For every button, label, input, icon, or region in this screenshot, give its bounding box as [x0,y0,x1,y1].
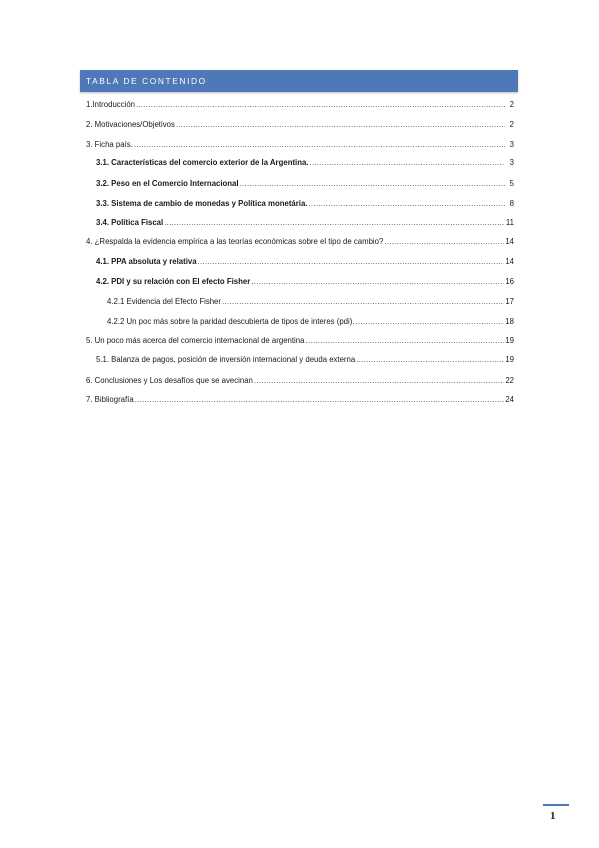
dot-leader [134,140,505,150]
toc-entry-page: 19 [505,355,514,364]
dot-leader [164,218,505,228]
dot-leader [305,336,504,346]
toc-entry[interactable] [96,218,514,228]
toc-entry-page: 17 [505,297,514,306]
toc-entry-title: Ficha país. [94,140,133,149]
dot-leader [136,100,505,110]
dot-leader [135,395,505,405]
toc-entry-title: PPA absoluta y relativa [111,257,197,266]
toc-entry-page: 16 [505,277,514,286]
dot-leader [176,120,505,130]
toc-entry-number: 5. [86,336,95,345]
toc-entry-number: 3.1. [96,158,112,167]
toc-entry-number: 4. [86,237,95,246]
toc-entry-number: 4.2.2 [107,317,127,326]
toc-entry[interactable] [86,395,514,405]
toc-entry[interactable] [86,237,514,247]
toc-entry[interactable] [96,277,514,287]
toc-entry[interactable] [96,257,514,267]
dot-leader [240,179,505,189]
toc-entry-title: Características del comercio exterior de la Argentina. [111,158,309,167]
toc-entry[interactable] [96,158,514,168]
toc-entry-title: Conclusiones y Los desafíos que se avecinan [94,376,253,385]
toc-entry[interactable] [96,199,514,209]
dot-leader [356,355,504,365]
toc-entry-page: 5 [509,179,514,188]
toc-entry-page: 3 [509,140,514,149]
dot-leader [355,317,504,327]
toc-entry-number: 6. [86,376,95,385]
toc-entry[interactable] [86,120,514,130]
toc-entry-title: Motivaciones/Objetivos [94,120,175,129]
dot-leader [310,158,506,168]
toc-entry-number: 4.1. [96,257,112,266]
toc-entry-title: Evidencia del Efecto Fisher [126,297,221,306]
toc-entry-title: Política Fiscal [111,218,164,227]
toc-entry-page: 24 [505,395,514,404]
dot-leader [251,277,504,287]
toc-entry-page: 2 [509,120,514,129]
toc-entry[interactable] [96,355,514,365]
toc-heading: TABLA DE CONTENIDO [86,76,207,86]
toc-entry-number: 4.2.1 [107,297,127,306]
toc-entry-title: Bibliografía [94,395,134,404]
dot-leader [308,199,505,209]
toc-entry-number: 2. [86,120,95,129]
toc-entry-title: Sistema de cambio de monedas y Política monetária. [111,199,308,208]
toc-entry-title: Un poco más acerca del comercio internacional de argentina [94,336,305,345]
toc-entry-title: Balanza de pagos, posición de inversión internacional y deuda externa [111,355,356,364]
dot-leader [222,297,504,307]
dot-leader [384,237,504,247]
toc-entry-page: 8 [509,199,514,208]
toc-entry-number: 7. [86,395,95,404]
toc-entry-page: 11 [505,218,514,227]
toc-entry-title: Peso en el Comercio Internacional [111,179,239,188]
toc-entry[interactable] [86,336,514,346]
toc-entry-number: 3.4. [96,218,112,227]
toc-entry[interactable] [107,317,514,327]
toc-entry-page: 14 [505,257,514,266]
dot-leader [254,376,504,386]
page-number: 1 [550,810,556,822]
toc-entry-number: 3.2. [96,179,112,188]
toc-entry-page: 3 [509,158,514,167]
toc-entry-page: 19 [505,336,514,345]
toc-entry-page: 2 [509,100,514,109]
toc-entry-number: 3. [86,140,95,149]
toc-entry-title: Un poc más sobre la paridad descubierta de tipos de interes (pdi). [126,317,355,326]
toc-entry-number: 4.2. [96,277,112,286]
toc-entry[interactable] [86,100,514,110]
footer-rule [543,804,569,806]
toc-entry[interactable] [86,376,514,386]
toc-entry-number: 3.3. [96,199,112,208]
dot-leader [198,257,505,267]
toc-entry-page: 18 [505,317,514,326]
toc-entry-title: ¿Respalda la evidencia empírica a las teorías económicas sobre el tipo de cambio? [94,237,384,246]
toc-entry[interactable] [96,179,514,189]
toc-entry-number: 1. [86,100,93,109]
toc-entry[interactable] [86,140,514,150]
toc-entry-number: 5.1. [96,355,112,364]
toc-entry-title: PDI y su relación con El efecto Fisher [111,277,251,286]
toc-heading-bar [80,70,518,92]
toc-entry-page: 14 [505,237,514,246]
toc-entry-page: 22 [505,376,514,385]
toc-entry[interactable] [107,297,514,307]
toc-entry-title: Introducción [92,100,135,109]
